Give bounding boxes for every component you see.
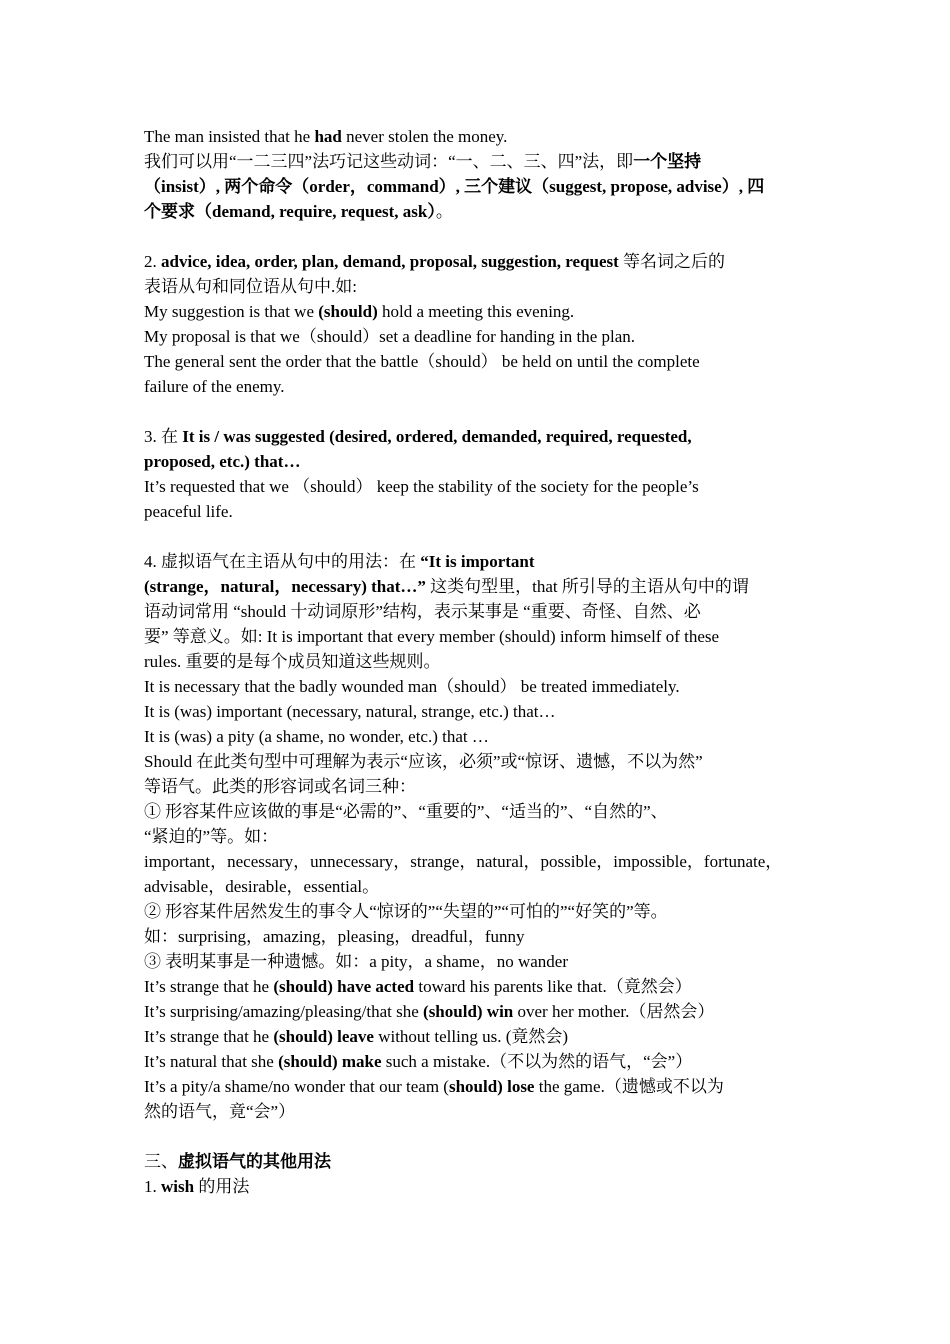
text-line (144, 174, 812, 199)
text-line (144, 299, 812, 324)
text-line (144, 849, 812, 874)
text-line (144, 349, 812, 374)
bold-run: （insist）, 两个命令（order，command）, 三个建议（suggest, propose, advise）, 四 (144, 177, 765, 196)
text-run: It’s a pity/a shame/no wonder that our team ( (144, 1077, 449, 1096)
text-run: peaceful life. (144, 502, 233, 521)
bold-run: It is / was suggested (desired, ordered, demanded, required, requested, (182, 427, 692, 446)
text-run: 的用法 (194, 1177, 250, 1196)
text-run: 等语气。此类的形容词或名词三种： (144, 777, 416, 796)
text-line (144, 924, 812, 949)
text-line (144, 199, 812, 224)
text-run: 语动词常用 “should 十动词原形”结构，表示某事是 “重要、奇怪、自然、必 (144, 602, 701, 621)
text-run: My suggestion is that we (144, 302, 319, 321)
bold-run: had (314, 127, 342, 146)
text-run: 4. 虚拟语气在主语从句中的用法：在 (144, 552, 421, 571)
text-line (144, 1074, 812, 1099)
text-line (144, 324, 812, 349)
text-line (144, 374, 812, 399)
text-line (144, 449, 812, 474)
text-run: It’s surprising/amazing/pleasing/that she (144, 1002, 424, 1021)
text-run: It’s strange that he (144, 1027, 274, 1046)
text-run: advisable，desirable，essential。 (144, 877, 380, 896)
text-run: ② 形容某件居然发生的事令人“惊讶的”“失望的”“可怕的”“好笑的”等。 (144, 902, 668, 921)
bold-run: (strange，natural，necessary) that…” (144, 577, 426, 596)
bold-run: (should) (318, 302, 378, 321)
text-run: 如：surprising，amazing，pleasing，dreadful，funny (144, 927, 525, 946)
text-run: 3. 在 (144, 427, 183, 446)
text-line (144, 499, 812, 524)
text-run: 三、 (144, 1152, 178, 1171)
text-run: It’s natural that she (144, 1052, 279, 1071)
text-line (144, 674, 812, 699)
text-run: The man insisted that he (144, 127, 315, 146)
text-run: It’s strange that he (144, 977, 274, 996)
text-line (144, 699, 812, 724)
text-run: 这类句型里，that 所引导的主语从句中的谓 (425, 577, 749, 596)
blank-line (144, 224, 812, 249)
text-run: My proposal is that we（should）set a deadline for handing in the plan. (144, 327, 636, 346)
bold-run: “It is important (420, 552, 535, 571)
text-line (144, 549, 812, 574)
text-run: 我们可以用“一二三四”法巧记这些动词：“一、二、三、四”法，即 (144, 152, 634, 171)
bold-run: 虚拟语气的其他用法 (178, 1152, 331, 1171)
text-line (144, 899, 812, 924)
text-line (144, 774, 812, 799)
text-run: ③ 表明某事是一种遗憾。如：a pity，a shame，no wander (144, 952, 568, 971)
text-run: rules. 重要的是每个成员知道这些规则。 (144, 652, 441, 671)
text-run: failure of the enemy. (144, 377, 285, 396)
text-run: 1. (144, 1177, 161, 1196)
text-line (144, 974, 812, 999)
bold-run: (should) make (278, 1052, 382, 1071)
text-run: toward his parents like that.（竟然会） (414, 977, 692, 996)
bold-run: wish (161, 1177, 195, 1196)
bold-run: 个要求（demand, require, request, ask） (144, 202, 436, 221)
text-line (144, 574, 812, 599)
bold-run: proposed, etc.) that… (144, 452, 301, 471)
text-run: It is necessary that the badly wounded man（should） be treated immediately. (144, 677, 680, 696)
text-line (144, 124, 812, 149)
text-run: It’s requested that we （should） keep the stability of the society for the people’s (144, 477, 699, 496)
text-run: It is (was) a pity (a shame, no wonder, etc.) that … (144, 727, 489, 746)
text-run: 表语从句和同位语从句中.如: (144, 277, 357, 296)
text-line (144, 1174, 812, 1199)
text-run: “紧迫的”等。如： (144, 827, 279, 846)
text-line (144, 874, 812, 899)
bold-run: advice, idea, order, plan, demand, proposal, suggestion, request (161, 252, 619, 271)
text-run: The general sent the order that the battle（should） be held on until the complete (144, 352, 700, 371)
text-line (144, 624, 812, 649)
text-run: such a mistake.（不以为然的语气，“会”） (381, 1052, 693, 1071)
text-line (144, 749, 812, 774)
text-line (144, 274, 812, 299)
text-line (144, 1149, 812, 1174)
text-line (144, 249, 812, 274)
text-line (144, 649, 812, 674)
text-line (144, 949, 812, 974)
text-run: 等名词之后的 (618, 252, 726, 271)
text-line (144, 799, 812, 824)
text-run: ① 形容某件应该做的事是“必需的”、“重要的”、“适当的”、“自然的”、 (144, 802, 668, 821)
text-run: hold a meeting this evening. (377, 302, 575, 321)
text-line (144, 149, 812, 174)
text-run: 2. (144, 252, 161, 271)
text-line (144, 474, 812, 499)
text-run: without telling us. (竟然会) (373, 1027, 569, 1046)
blank-line (144, 524, 812, 549)
text-line (144, 424, 812, 449)
bold-run: 一个坚持 (633, 152, 702, 171)
document-body (144, 124, 812, 1199)
text-line (144, 824, 812, 849)
blank-line (144, 399, 812, 424)
text-run: 要” 等意义。如: It is important that every member (should) inform himself of these (144, 627, 720, 646)
bold-run: (should) win (423, 1002, 514, 1021)
bold-run: should) lose (448, 1077, 535, 1096)
text-line (144, 1099, 812, 1124)
text-line (144, 1024, 812, 1049)
text-line (144, 999, 812, 1024)
blank-line (144, 1124, 812, 1149)
text-run: never stolen the money. (341, 127, 508, 146)
text-run: important，necessary，unnecessary，strange，natural，possible，impossible，fortunate， (144, 852, 783, 871)
text-line (144, 724, 812, 749)
text-line (144, 1049, 812, 1074)
text-run: It is (was) important (necessary, natural, strange, etc.) that… (144, 702, 556, 721)
text-run: 。 (435, 202, 453, 221)
bold-run: (should) have acted (273, 977, 415, 996)
text-line (144, 599, 812, 624)
text-run: Should 在此类句型中可理解为表示“应该，必须”或“惊讶、遗憾，不以为然” (144, 752, 703, 771)
text-run: 然的语气，竟“会”） (144, 1102, 296, 1121)
bold-run: (should) leave (273, 1027, 374, 1046)
text-run: the game.（遗憾或不以为 (534, 1077, 724, 1096)
text-run: over her mother.（居然会） (513, 1002, 715, 1021)
